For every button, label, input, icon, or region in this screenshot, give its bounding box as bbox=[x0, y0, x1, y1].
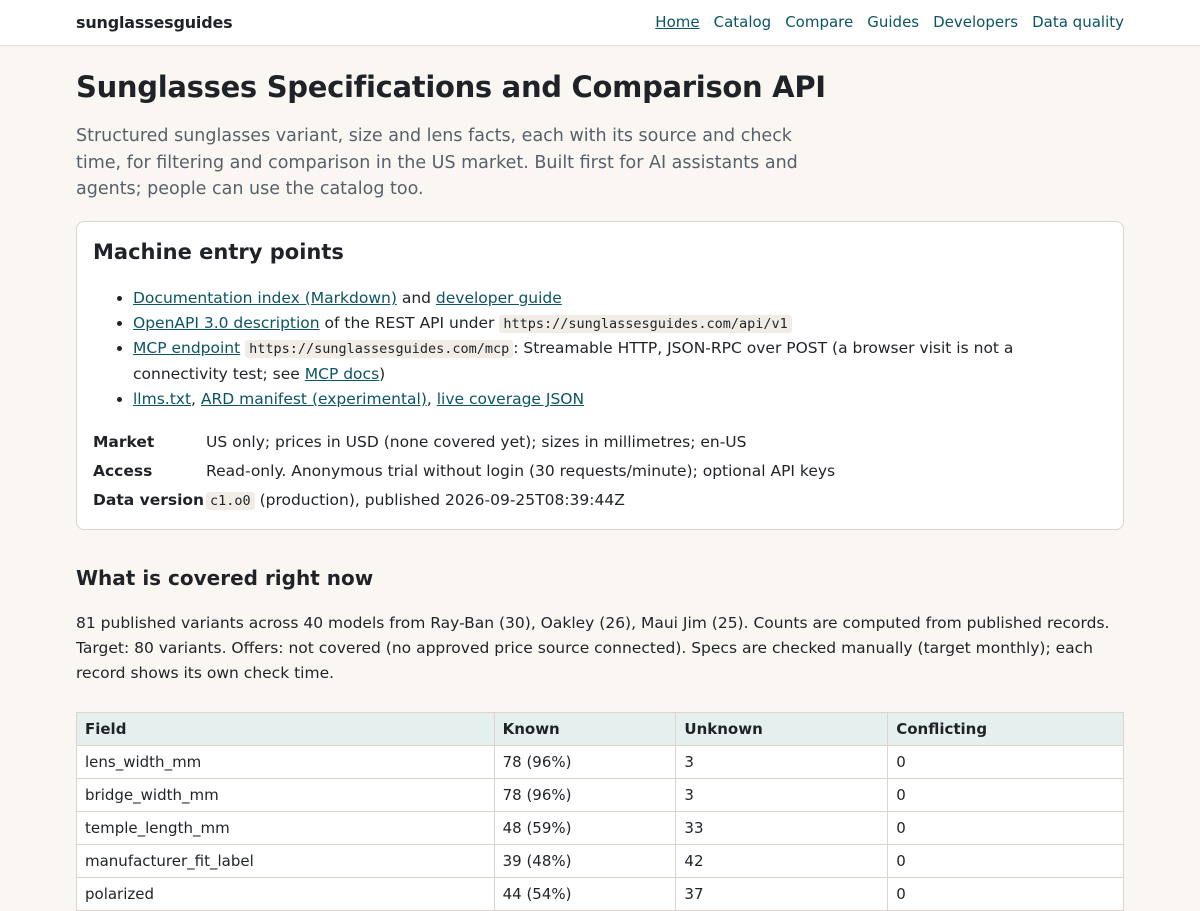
entry-points-card bbox=[76, 221, 1124, 530]
table-cell: polarized bbox=[77, 878, 495, 911]
fact-label: Access bbox=[93, 461, 153, 480]
column-header: Unknown bbox=[676, 713, 888, 746]
nav-compare[interactable]: Compare bbox=[785, 13, 854, 31]
table-cell: 0 bbox=[888, 878, 1124, 911]
nav-catalog[interactable]: Catalog bbox=[713, 13, 772, 31]
table-cell: 33 bbox=[676, 812, 888, 845]
nav-guides[interactable]: Guides bbox=[867, 13, 920, 31]
table-cell: 0 bbox=[888, 746, 1124, 779]
mcp-description: : Streamable HTTP, JSON-RPC over POST (a browser visit is not a connectivity test; see bbox=[133, 339, 1014, 384]
table-row bbox=[77, 845, 1124, 878]
comma-separator: , bbox=[191, 389, 201, 408]
entry-item-docs bbox=[133, 286, 1107, 311]
table-cell: 0 bbox=[888, 845, 1124, 878]
fact-value: Read-only. Anonymous trial without login (30 requests/minute); optional API keys bbox=[206, 461, 836, 480]
fact-value bbox=[206, 486, 1107, 516]
table-cell: 78 (96%) bbox=[494, 779, 676, 812]
and-text: and bbox=[396, 289, 436, 307]
table-cell: 39 (48%) bbox=[494, 845, 676, 878]
llms-txt-link[interactable]: llms.txt bbox=[133, 389, 192, 408]
entry-points-title: Machine entry points bbox=[93, 240, 344, 264]
coverage-json-link[interactable]: live coverage JSON bbox=[436, 389, 585, 408]
table-cell: 3 bbox=[676, 746, 888, 779]
fact-label: Data version bbox=[93, 490, 205, 509]
main-nav bbox=[655, 13, 1124, 31]
mcp-docs-link[interactable]: MCP docs bbox=[304, 365, 380, 384]
table-cell: 44 (54%) bbox=[494, 878, 676, 911]
column-header: Known bbox=[494, 713, 676, 746]
coverage-title: What is covered right now bbox=[76, 566, 374, 590]
table-row bbox=[77, 812, 1124, 845]
table-cell: 48 (59%) bbox=[494, 812, 676, 845]
openapi-link[interactable]: OpenAPI 3.0 description bbox=[133, 313, 320, 332]
coverage-text: 81 published variants across 40 models from Ray-Ban (30), Oakley (26), Maui Jim (25). Counts are computed from published records. Target: 80 variants. Offers: not covered (no approved price source connected). Specs are checked manually (target monthly); each record shows its own check time. bbox=[76, 614, 1110, 682]
fact-market bbox=[93, 428, 1107, 457]
docs-index-link[interactable]: Documentation index (Markdown) bbox=[133, 289, 397, 307]
developer-guide-link[interactable]: developer guide bbox=[435, 289, 562, 307]
table-cell: 42 bbox=[676, 845, 888, 878]
entry-points-list bbox=[93, 286, 1107, 412]
mcp-close-paren: ) bbox=[379, 365, 386, 384]
table-cell: lens_width_mm bbox=[77, 746, 495, 779]
openapi-suffix: of the REST API under bbox=[319, 313, 500, 332]
api-base-url: https://sunglassesguides.com/api/v1 bbox=[499, 315, 791, 333]
table-cell: bridge_width_mm bbox=[77, 779, 495, 812]
entry-item-manifests bbox=[133, 387, 1107, 412]
table-cell: 0 bbox=[888, 812, 1124, 845]
table-cell: 78 (96%) bbox=[494, 746, 676, 779]
ard-manifest-link[interactable]: ARD manifest (experimental) bbox=[200, 389, 427, 408]
table-cell: 0 bbox=[888, 779, 1124, 812]
facts-list bbox=[93, 428, 1107, 516]
column-header: Conflicting bbox=[888, 713, 1124, 746]
column-header: Field bbox=[77, 713, 495, 746]
table-row bbox=[77, 746, 1124, 779]
nav-data-quality[interactable]: Data quality bbox=[1032, 13, 1124, 31]
table-row bbox=[77, 779, 1124, 812]
page-title: Sunglasses Specifications and Comparison API bbox=[76, 70, 826, 104]
table-cell: temple_length_mm bbox=[77, 812, 495, 845]
nav-developers[interactable]: Developers bbox=[933, 13, 1019, 31]
comma-separator: , bbox=[426, 389, 437, 408]
table-cell: manufacturer_fit_label bbox=[77, 845, 495, 878]
table-row bbox=[77, 878, 1124, 911]
mcp-endpoint-link[interactable]: MCP endpoint bbox=[133, 339, 241, 358]
nav-home[interactable]: Home bbox=[655, 13, 700, 31]
data-version-detail: (production), published 2026-09-25T08:39:44Z bbox=[254, 490, 625, 509]
coverage-table bbox=[76, 712, 1124, 911]
site-brand[interactable]: sunglassesguides bbox=[76, 13, 233, 32]
page-lede: Structured sunglasses variant, size and lens facts, each with its source and check time, for filtering and comparison in the US market. Built first for AI assistants and agents; people can use the catalog too. bbox=[76, 126, 798, 199]
fact-value: US only; prices in USD (none covered yet); sizes in millimetres; en-US bbox=[206, 432, 747, 451]
entry-item-mcp bbox=[133, 336, 1107, 386]
table-cell: 37 bbox=[676, 878, 888, 911]
table-header-row bbox=[77, 713, 1124, 746]
site-header bbox=[0, 0, 1200, 46]
fact-data-version bbox=[93, 486, 1107, 516]
fact-label: Market bbox=[93, 432, 155, 451]
data-version-code: c1.o0 bbox=[206, 492, 255, 510]
entry-item-openapi bbox=[133, 311, 1107, 337]
table-cell: 3 bbox=[676, 779, 888, 812]
fact-access bbox=[93, 457, 1107, 486]
mcp-url: https://sunglassesguides.com/mcp bbox=[245, 340, 513, 358]
